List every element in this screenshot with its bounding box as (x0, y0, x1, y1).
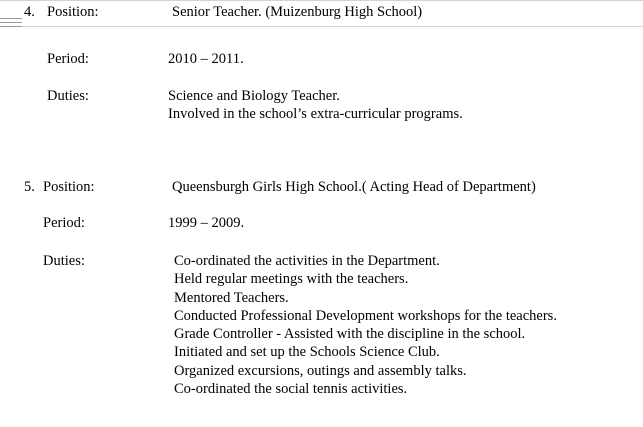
period-label: Period: (47, 51, 89, 67)
list-item: Co-ordinated the social tennis activities. (174, 381, 408, 398)
position-label: Position: (47, 4, 99, 20)
duties-list (168, 87, 463, 124)
list-item: Held regular meetings with the teachers. (174, 271, 409, 288)
position-label: Position: (43, 179, 95, 195)
table-border-row (0, 26, 643, 27)
period-value: 2010 – 2011. (168, 51, 244, 67)
list-item: Science and Biology Teacher. (168, 88, 340, 104)
list-item: Initiated and set up the Schools Science Club. (174, 344, 440, 361)
list-item: Organized excursions, outings and assembly talks. (174, 362, 467, 379)
duties-label: Duties: (43, 253, 85, 269)
entry-number: 4. (24, 4, 35, 20)
list-item: Conducted Professional Development workshops for the teachers. (174, 307, 557, 324)
list-item: Mentored Teachers. (174, 289, 289, 306)
entry-number: 5. (24, 179, 35, 195)
table-border-top (0, 0, 643, 1)
position-value: Senior Teacher. (Muizenburg High School) (172, 4, 423, 20)
table-move-handle-icon[interactable] (0, 18, 22, 30)
period-value: 1999 – 2009. (168, 215, 245, 231)
duties-list (174, 252, 557, 398)
list-item: Grade Controller - Assisted with the discipline in the school. (174, 326, 526, 343)
duties-label: Duties: (47, 88, 89, 104)
list-item: Co-ordinated the activities in the Department. (174, 253, 440, 269)
list-item: Involved in the school’s extra-curricular programs. (168, 106, 463, 123)
period-label: Period: (43, 215, 85, 231)
position-value: Queensburgh Girls High School.( Acting Head of Department) (172, 179, 536, 195)
